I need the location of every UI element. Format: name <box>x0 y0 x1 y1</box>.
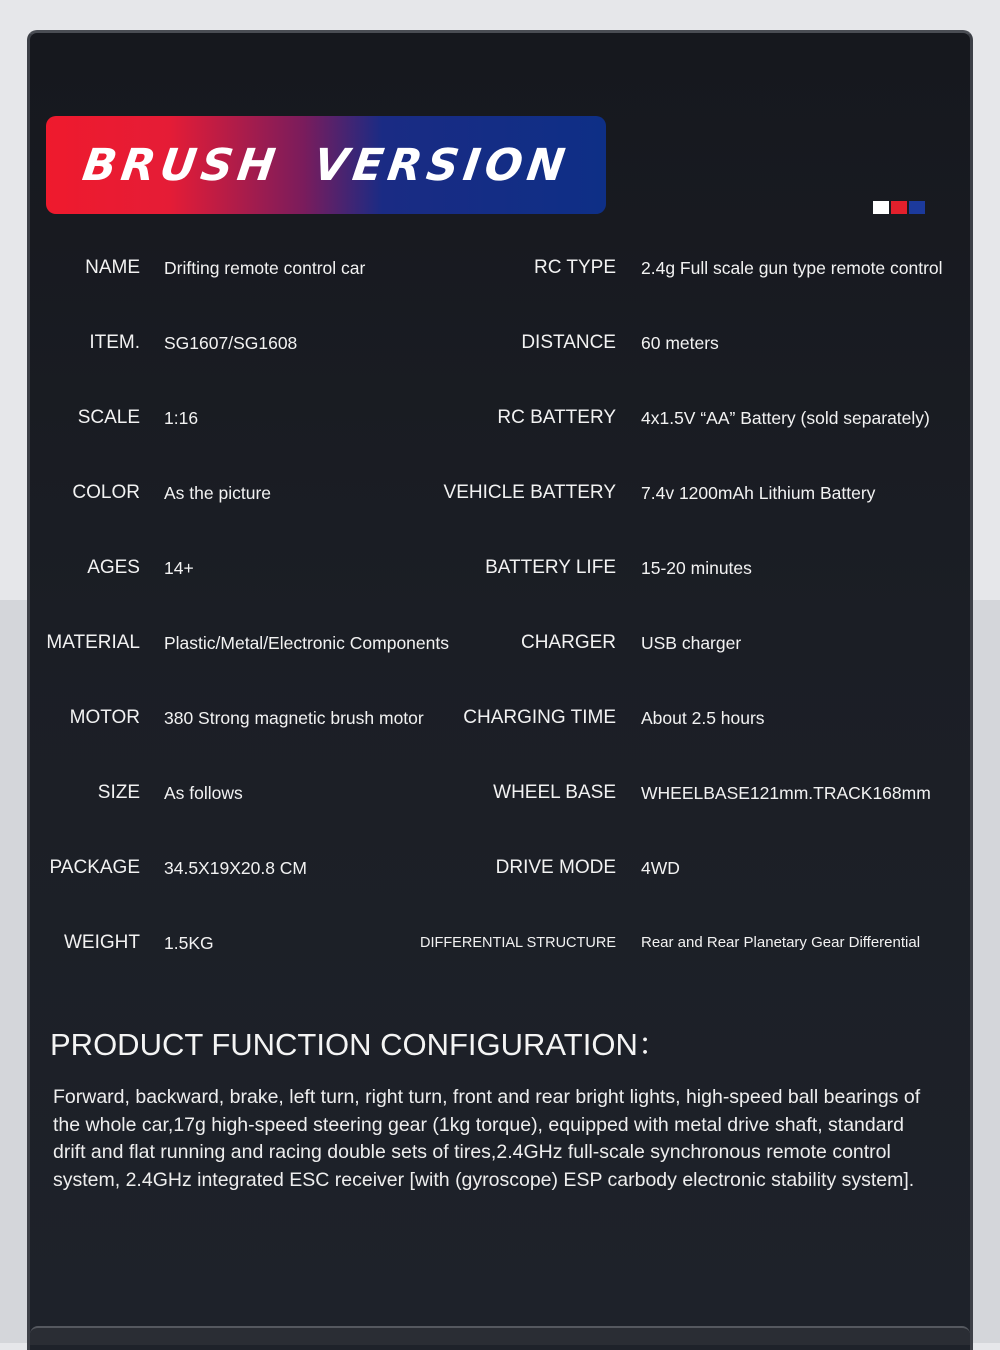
spec-row <box>0 853 1000 883</box>
spec-label: PACKAGE <box>49 857 140 878</box>
spec-label: RC BATTERY <box>497 407 616 428</box>
spec-label: BATTERY LIFE <box>485 557 616 578</box>
function-section-body: Forward, backward, brake, left turn, right turn, front and rear bright lights, high-speed ball bearings of the whole car,17g high-speed steering gear (1kg torque), equipped with metal drive shaft, standard drift and flat running and racing double sets of tires,2.4GHz full-scale synchronous remote control system, 2.4GHz integrated ESC receiver [with (gyroscope) ESP carbody electronic stability system]. <box>53 1086 921 1191</box>
spec-row <box>0 553 1000 583</box>
spec-label: CHARGER <box>520 632 616 653</box>
spec-row <box>0 928 1000 958</box>
spec-row <box>0 628 1000 658</box>
spec-row <box>0 403 1000 433</box>
spec-value: 34.5X19X20.8 CM <box>164 858 308 878</box>
spec-label: DIFFERENTIAL STRUCTURE <box>419 935 616 951</box>
spec-label: WHEEL BASE <box>493 782 616 803</box>
spec-value: 15-20 minutes <box>641 558 752 578</box>
spec-label: SCALE <box>77 407 140 428</box>
spec-value: 4WD <box>641 858 680 878</box>
spec-value: 7.4v 1200mAh Lithium Battery <box>641 483 876 503</box>
spec-label: VEHICLE BATTERY <box>443 482 616 503</box>
function-section-title: PRODUCT FUNCTION CONFIGURATION： <box>50 1027 669 1062</box>
spec-label: CHARGING TIME <box>463 707 616 728</box>
spec-value: Rear and Rear Planetary Gear Differential <box>641 934 921 951</box>
spec-value: 1:16 <box>164 408 199 428</box>
next-card-edge <box>30 1326 970 1345</box>
spec-row <box>0 478 1000 508</box>
spec-label: DISTANCE <box>521 332 616 353</box>
spec-label: COLOR <box>72 482 140 503</box>
spec-value: About 2.5 hours <box>641 708 765 728</box>
spec-value: 380 Strong magnetic brush motor <box>164 708 424 728</box>
spec-value: USB charger <box>641 633 742 653</box>
spec-label: WEIGHT <box>64 932 140 953</box>
spec-value: 4x1.5V “AA” Battery (sold separately) <box>641 408 930 428</box>
spec-label: MOTOR <box>69 707 140 728</box>
spec-label: SIZE <box>97 782 140 803</box>
flag-red-stripe <box>891 201 907 214</box>
spec-value: 1.5KG <box>164 933 214 953</box>
spec-value: As follows <box>164 783 243 803</box>
spec-row <box>0 703 1000 733</box>
spec-label: ITEM. <box>89 332 140 353</box>
spec-label: NAME <box>85 257 140 278</box>
spec-value: Plastic/Metal/Electronic Components <box>164 633 449 653</box>
version-banner <box>46 116 606 214</box>
spec-label: DRIVE MODE <box>495 857 616 878</box>
spec-value: 2.4g Full scale gun type remote control <box>641 258 943 278</box>
spec-row <box>0 778 1000 808</box>
spec-label: AGES <box>87 557 140 578</box>
spec-value: WHEELBASE121mm.TRACK168mm <box>641 783 931 803</box>
flag-blue-stripe <box>909 201 925 214</box>
spec-label: MATERIAL <box>46 632 140 653</box>
spec-value: 60 meters <box>641 333 719 353</box>
spec-label: RC TYPE <box>533 257 616 278</box>
banner-title: BRUSH VERSION <box>79 139 573 191</box>
spec-value: SG1607/SG1608 <box>164 333 298 353</box>
spec-value: 14+ <box>164 558 194 578</box>
spec-row <box>0 328 1000 358</box>
spec-row <box>0 253 1000 283</box>
spec-value: As the picture <box>164 483 271 503</box>
spec-value: Drifting remote control car <box>164 258 366 278</box>
flag-white-stripe <box>873 201 889 214</box>
